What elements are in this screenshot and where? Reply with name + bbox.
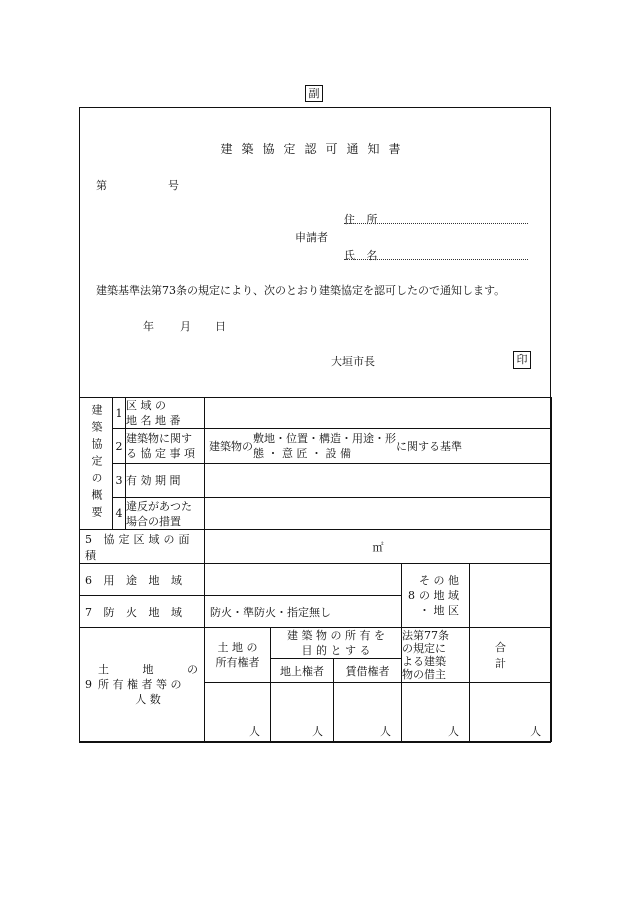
row8-label-line2: の 地 域 — [419, 589, 459, 602]
applicant-label: 申請者 — [295, 231, 328, 244]
row5-value[interactable] — [205, 530, 552, 564]
count-land-owner[interactable] — [205, 683, 271, 742]
col-building-purpose — [271, 628, 402, 659]
number-suffix: 号 — [168, 179, 179, 192]
row5-label: 5 協定区域の面積 — [80, 530, 205, 564]
overview-label: 建築協定の概要 — [90, 404, 103, 523]
col-law77-line4: 物の借主 — [402, 668, 446, 681]
row4-value[interactable] — [205, 498, 552, 530]
row9-label-line1: 土 地 の — [98, 663, 198, 676]
issuer: 大垣市長 — [331, 355, 375, 368]
row1-num: 1 — [113, 398, 126, 429]
count-lease[interactable] — [334, 683, 402, 742]
unit-land-owner: 人 — [249, 725, 260, 738]
row1-label — [126, 398, 205, 429]
row2-value[interactable] — [205, 429, 552, 464]
row3-value[interactable] — [205, 464, 552, 498]
date-day: 日 — [215, 320, 226, 333]
col-law77-line2: の規定に — [402, 642, 446, 655]
unit-surface: 人 — [312, 725, 323, 738]
count-surface[interactable] — [271, 683, 334, 742]
row1-value[interactable] — [205, 398, 552, 429]
overview-label-cell — [80, 398, 113, 530]
notice-body: 建築基準法第73条の規定により、次のとおり建築協定を認可したので通知します。 — [96, 284, 506, 297]
unit-total: 人 — [530, 725, 542, 738]
area-unit: ㎡ — [372, 540, 384, 554]
row7-label: 7 防 火 地 域 — [80, 596, 205, 628]
row8-label — [402, 564, 470, 628]
document-title: 建築協定認可通知書 — [220, 142, 410, 156]
unit-lease: 人 — [380, 725, 391, 738]
row1-label-line1: 区 域 の — [126, 399, 166, 412]
date-month: 月 — [180, 320, 191, 333]
row3-num: 3 — [113, 464, 126, 498]
row4-num: 4 — [113, 498, 126, 530]
row9-num: 9 — [85, 678, 92, 691]
date-year: 年 — [143, 320, 154, 333]
agreement-table — [79, 397, 552, 742]
row2-items-line2: 態 ・ 意 匠 ・ 設 備 — [253, 447, 351, 460]
name-label: 氏 名 — [344, 249, 382, 262]
row2-label — [126, 429, 205, 464]
row3-label: 有 効 期 間 — [126, 464, 205, 498]
row8-label-line3: ・ 地 区 — [419, 604, 459, 617]
seal-mark: 印 — [513, 351, 531, 369]
col-surface-right: 地上権者 — [271, 659, 334, 683]
col-law77-line1: 法第77条 — [402, 629, 449, 642]
row8-num: 8 — [408, 589, 415, 602]
col-building-line1: 建 築 物 の 所 有 を — [287, 629, 385, 642]
unit-law77: 人 — [448, 725, 459, 738]
row6-label: 6 用 途 地 域 — [80, 564, 205, 596]
col-lease-right: 賃借権者 — [334, 659, 402, 683]
col-building-line2: 目 的 と す る — [301, 644, 371, 657]
row4-label-line1: 違反があつた — [126, 499, 192, 513]
count-total[interactable] — [470, 683, 552, 742]
copy-stamp: 副 — [305, 85, 323, 102]
row9-label-line3: 人 数 — [135, 693, 161, 706]
col-land-owner — [205, 628, 271, 683]
row8-value[interactable] — [470, 564, 552, 628]
row8-label-line1: そ の 他 — [419, 574, 459, 587]
address-line — [344, 223, 528, 224]
col-total: 合 計 — [470, 628, 552, 683]
row2-label-line1: 建築物に関す — [126, 432, 192, 445]
row2-items-line1: 敷地・位置・構造・用途・形 — [253, 432, 396, 445]
row2-num: 2 — [113, 429, 126, 464]
row1-label-line2: 地 名 地 番 — [126, 414, 181, 427]
count-law77[interactable] — [402, 683, 470, 742]
col-land-owner-line2: 所有権者 — [215, 656, 260, 669]
row2-items — [253, 431, 396, 461]
col-law77 — [402, 628, 470, 683]
row4-label-line2: 場合の措置 — [126, 514, 181, 528]
row2-prefix: 建築物の — [209, 440, 253, 453]
row6-value[interactable] — [205, 564, 402, 596]
name-line — [344, 259, 528, 260]
row9-label-line2: 所 有 権 者 等 の — [98, 678, 182, 691]
row2-label-line2: る 協 定 事 項 — [126, 447, 195, 460]
row2-suffix: に関する基準 — [396, 440, 462, 453]
row9-label — [80, 628, 205, 742]
col-law77-line3: よる建築 — [402, 655, 446, 668]
number-prefix: 第 — [96, 179, 107, 192]
col-land-owner-line1: 土 地 の — [217, 641, 258, 654]
address-label: 住 所 — [344, 213, 382, 226]
row4-label — [126, 498, 205, 530]
row7-value[interactable]: 防火・準防火・指定無し — [205, 596, 402, 628]
